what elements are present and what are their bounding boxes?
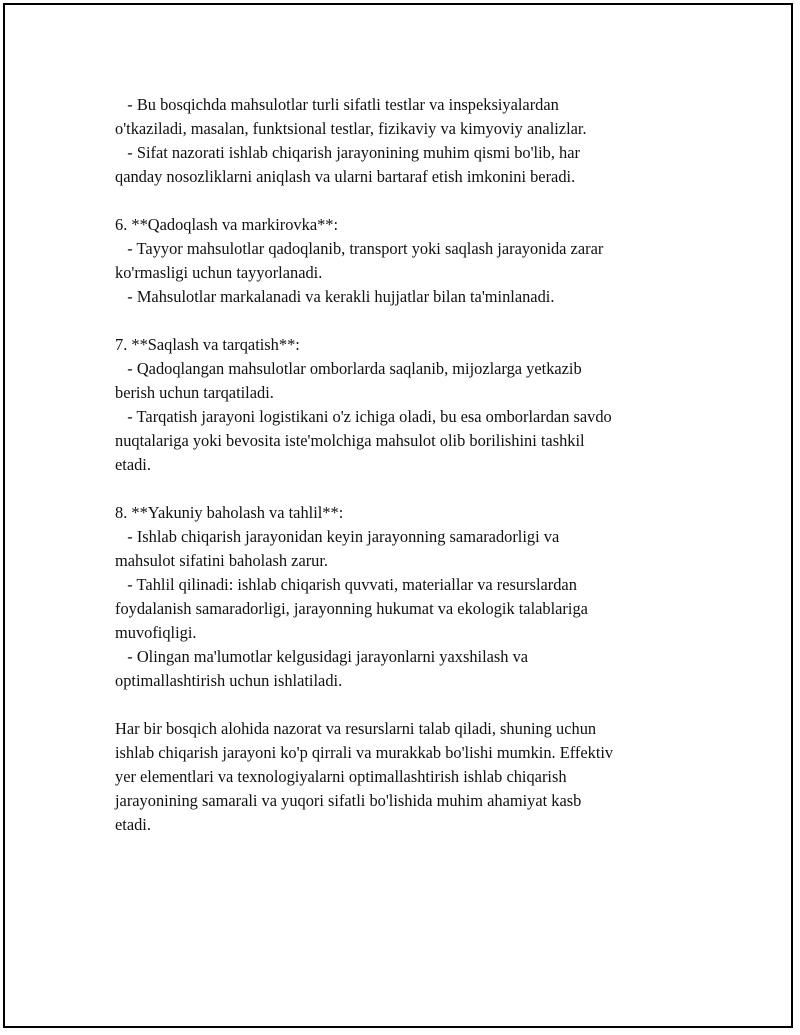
text-line: yer elementlari va texnologiyalarni optimallashtirish ishlab chiqarish [115, 767, 567, 786]
text-line: - Olingan ma'lumotlar kelgusidagi jarayonlarni yaxshilash va [115, 647, 529, 666]
text-line: ko'rmasligi uchun tayyorlanadi. [115, 263, 323, 282]
document-body [115, 93, 700, 837]
text-line: - Qadoqlangan mahsulotlar omborlarda saqlanib, mijozlarga yetkazib [115, 359, 582, 378]
paragraph-quality-control [115, 93, 700, 189]
section-8-final-evaluation [115, 501, 700, 693]
text-line: - Ishlab chiqarish jarayonidan keyin jarayonning samaradorligi va [115, 527, 560, 546]
section-heading: 8. **Yakuniy baholash va tahlil**: [115, 503, 344, 522]
paragraph-gap [115, 693, 700, 717]
text-line: foydalanish samaradorligi, jarayonning hukumat va ekologik talablariga [115, 599, 588, 618]
text-line: muvofiqligi. [115, 623, 197, 642]
text-line: nuqtalariga yoki bevosita iste'molchiga mahsulot olib borilishini tashkil [115, 431, 585, 450]
text-line: etadi. [115, 455, 151, 474]
text-line: etadi. [115, 815, 151, 834]
text-line: jarayonining samarali va yuqori sifatli bo'lishida muhim ahamiyat kasb [115, 791, 582, 810]
text-line: Har bir bosqich alohida nazorat va resurslarni talab qiladi, shuning uchun [115, 719, 597, 738]
text-line: - Bu bosqichda mahsulotlar turli sifatli testlar va inspeksiyalardan [115, 95, 559, 114]
text-line: - Mahsulotlar markalanadi va kerakli hujjatlar bilan ta'minlanadi. [115, 287, 555, 306]
text-line: - Tayyor mahsulotlar qadoqlanib, transport yoki saqlash jarayonida zarar [115, 239, 604, 258]
paragraph-gap [115, 309, 700, 333]
text-line: berish uchun tarqatiladi. [115, 383, 274, 402]
text-line: - Sifat nazorati ishlab chiqarish jarayonining muhim qismi bo'lib, har [115, 143, 580, 162]
text-line: qanday nosozliklarni aniqlash va ularni bartaraf etish imkonini beradi. [115, 167, 576, 186]
paragraph-conclusion [115, 717, 700, 837]
section-heading: 6. **Qadoqlash va markirovka**: [115, 215, 339, 234]
section-7-storage-distribution [115, 333, 700, 477]
text-line: ishlab chiqarish jarayoni ko'p qirrali va murakkab bo'lishi mumkin. Effektiv [115, 743, 614, 762]
text-line: o'tkaziladi, masalan, funktsional testlar, fizikaviy va kimyoviy analizlar. [115, 119, 587, 138]
text-line: - Tarqatish jarayoni logistikani o'z ichiga oladi, bu esa omborlardan savdo [115, 407, 612, 426]
section-6-packaging [115, 213, 700, 309]
paragraph-gap [115, 477, 700, 501]
text-line: mahsulot sifatini baholash zarur. [115, 551, 329, 570]
text-line: - Tahlil qilinadi: ishlab chiqarish quvvati, materiallar va resurslardan [115, 575, 577, 594]
section-heading: 7. **Saqlash va tarqatish**: [115, 335, 300, 354]
text-line: optimallashtirish uchun ishlatiladi. [115, 671, 343, 690]
paragraph-gap [115, 189, 700, 213]
